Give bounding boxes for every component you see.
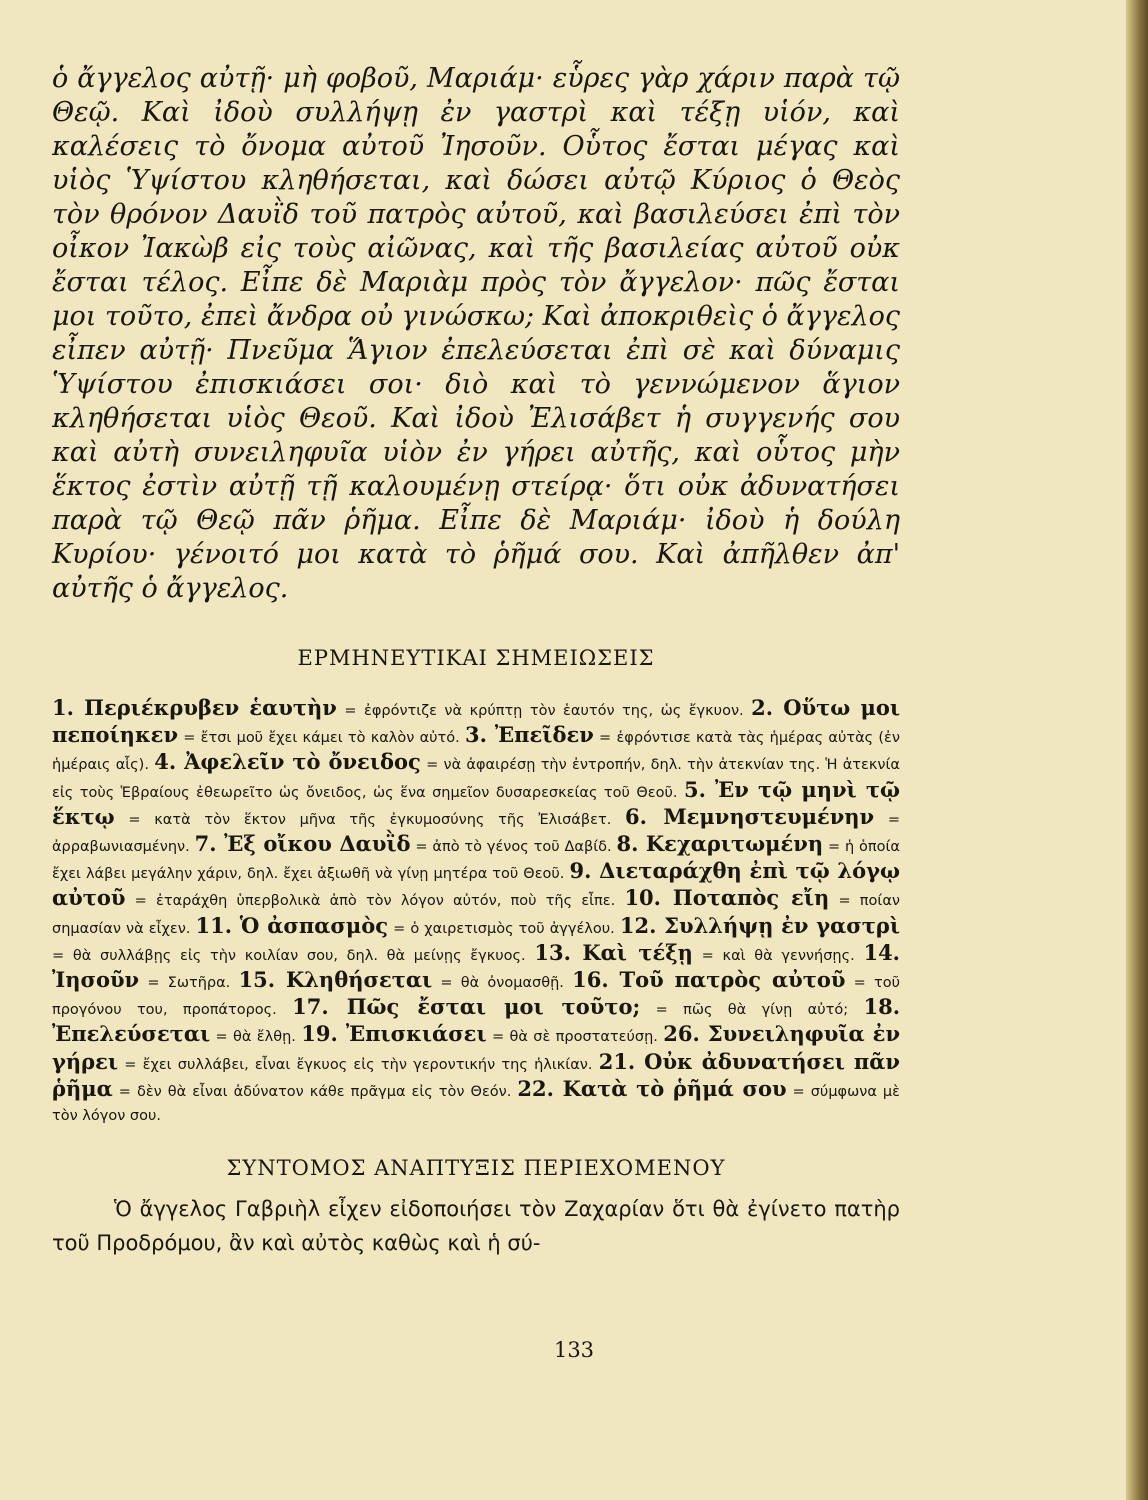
notes-heading: ΕΡΜΗΝΕΥΤΙΚΑΙ ΣΗΜΕΙΩΣΕΙΣ xyxy=(297,646,655,670)
note-term: 10. Ποταπὸς εἴη xyxy=(624,885,830,911)
note-term: 21. Οὐκ ἀδυνατήσει πᾶν ῥῆμα xyxy=(52,1048,900,1101)
summary-paragraph: Ὁ ἄγγελος Γαβριὴλ εἶχεν εἰδοποιήσει τὸν Ζαχαρίαν ὅτι θὰ ἐγίνετο πατὴρ τοῦ Προδρόμου, ἂν καὶ αὐτὸς καθὼς καὶ ἡ σύ- xyxy=(52,1197,900,1256)
note-gloss: = θὰ ἔλθῃ. xyxy=(210,1029,302,1046)
note-term: 19. Ἐπισκιάσει xyxy=(301,1021,487,1047)
note-term: 13. Καὶ τέξῃ xyxy=(534,939,693,965)
note-term: 3. Ἐπεῖδεν xyxy=(465,722,594,748)
note-term: 1. Περιέκρυβεν ἑαυτὴν xyxy=(52,695,337,720)
note-gloss: = ἐφρόντιζε νὰ κρύπτῃ τὸν ἑαυτόν της, ὡς ἔγκυον. xyxy=(336,703,752,719)
note-term: 22. Κατὰ τὸ ῥῆμά σου xyxy=(517,1075,787,1101)
note-gloss: = ἐταράχθη ὑπερβολικὰ ἀπὸ τὸν λόγον αὐτόν, ποὺ τῆς εἶπε. xyxy=(125,893,625,910)
note-gloss: = κατὰ τὸν ἕκτον μῆνα τῆς ἐγκυμοσύνης τῆς Ἐλισάβετ. xyxy=(114,811,626,828)
note-term: 12. Συλλήψῃ ἐν γαστρὶ xyxy=(619,912,900,938)
note-term: 26. Συνειληφυῖα ἐν γήρει xyxy=(52,1021,901,1074)
note-gloss: = καὶ θὰ γεννήσῃς. xyxy=(692,947,864,964)
note-term: 16. Τοῦ πατρὸς αὐτοῦ xyxy=(572,967,846,993)
note-gloss: = ἀπὸ τὸ γένος τοῦ Δαβίδ. xyxy=(410,839,617,856)
note-gloss: = θὰ σὲ προστατεύσῃ. xyxy=(486,1029,664,1046)
note-term: 17. Πῶς ἔσται μοι τοῦτο; xyxy=(292,994,641,1020)
note-term: 2. Οὕτω μοι πεποίηκεν xyxy=(52,695,901,748)
note-gloss: = ἡ ὁποία ἔχει λάβει μεγάλην χάριν, δηλ. ἔχει ἀξιωθῆ νὰ γίνῃ μητέρα τοῦ Θεοῦ. xyxy=(52,839,900,883)
note-gloss: = νὰ ἀφαιρέσῃ τὴν ἐντροπήν, δηλ. τὴν ἀτεκνίαν της. Ἡ ἀτεκνία εἰς τοὺς Ἑβραίους ἐθεωρεῖτο ὡς ὄνειδος, ὡς ἕνα σημεῖον δυσαρεσκείας τοῦ Θεοῦ. xyxy=(52,757,900,801)
note-term: 15. Κληθήσεται xyxy=(238,967,433,993)
note-term: 18. Ἐπελεύσεται xyxy=(52,994,901,1047)
page-edge xyxy=(1126,0,1148,1500)
note-gloss: = σύμφωνα μὲ τὸν λόγον σου. xyxy=(52,1083,900,1125)
note-term: 8. Κεχαριτωμένη xyxy=(616,831,824,857)
note-term: 6. Μεμνηστευμένην xyxy=(625,803,875,829)
note-gloss: = ἐφρόντισε κατὰ τὰς ἡμέρας αὐτὰς (ἐν ἡμέραις αἷς). xyxy=(52,730,900,774)
note-gloss: = θὰ συλλάβῃς εἰς τὴν κοιλίαν σου, δηλ. θὰ μείνῃς ἔγκυος. xyxy=(52,947,535,964)
note-gloss: = ἔχει συλλάβει, εἶναι ἔγκυος εἰς τὴν γεροντικήν της ἡλικίαν. xyxy=(118,1056,599,1073)
note-gloss: = τοῦ προγόνου του, προπάτορος. xyxy=(52,975,901,1019)
note-gloss: = δὲν θὰ εἶναι ἀδύνατον κάθε πρᾶγμα εἰς τὸν Θεόν. xyxy=(112,1083,518,1100)
note-term: 14. Ἰησοῦν xyxy=(52,939,900,993)
note-gloss: = ποίαν σημασίαν νὰ εἶχεν. xyxy=(52,893,900,937)
note-term: 7. Ἐξ οἴκου Δαυῒδ xyxy=(194,831,411,857)
note-gloss: = Σωτῆρα. xyxy=(139,975,239,992)
note-term: 5. Ἐν τῷ μηνὶ τῷ ἕκτῳ xyxy=(52,776,900,829)
scripture-passage: ὁ ἄγγελος αὐτῇ· μὴ φοβοῦ, Μαριάμ· εὗρες γὰρ χάριν παρὰ τῷ Θεῷ. Καὶ ἰδοὺ συλλήψῃ ἐν γαστρὶ καὶ τέξῃ υἱόν, καὶ καλέσεις τὸ ὄνομα αὐτοῦ Ἰησοῦν. Οὗτος ἔσται μέγας καὶ υἱὸς Ὑψίστου κληθήσεται, καὶ δώσει αὐτῷ Κύριος ὁ Θεὸς τὸν θρόνον Δαυῒδ τοῦ πατρὸς αὐτοῦ, καὶ βασιλεύσει ἐπὶ τὸν οἶκον Ἰακὼβ εἰς τοὺς αἰῶνας, καὶ τῆς βασιλείας αὐτοῦ οὐκ ἔσται τέλος. Εἶπε δὲ Μαριὰμ πρὸς τὸν ἄγγελον· πῶς ἔσται μοι τοῦτο, ἐπεὶ ἄνδρα οὐ γινώσκω; Καὶ ἀποκριθεὶς ὁ ἄγγελος εἶπεν αὐτῇ· Πνεῦμα Ἅγιον ἐπελεύσεται ἐπὶ σὲ καὶ δύναμις Ὑψίστου ἐπισκιάσει σοι· διὸ καὶ τὸ γεννώμενον ἅγιον κληθήσεται υἱὸς Θεοῦ. Καὶ ἰδοὺ Ἐλισάβετ ἡ συγγενής σου καὶ αὐτὴ συνειληφυῖα υἱὸν ἐν γήρει αὐτῆς, καὶ οὗτος μὴν ἕκτος ἐστὶν αὐτῇ τῇ καλουμένῃ στείρᾳ· ὅτι οὐκ ἀδυνατήσει παρὰ τῷ Θεῷ πᾶν ῥῆμα. Εἶπε δὲ Μαριάμ· ἰδοὺ ἡ δούλη Κυρίου· γένοιτό μοι κατὰ τὸ ῥῆμά σου. Καὶ ἀπῆλθεν ἀπ' αὐτῆς ὁ ἄγγελος. xyxy=(52,63,900,604)
note-term: 11. Ὁ ἀσπασμὸς xyxy=(195,912,389,938)
note-gloss: = πῶς θὰ γίνῃ αὐτό; xyxy=(640,1002,864,1019)
note-gloss: = ἔτσι μοῦ ἔχει κάμει τὸ καλὸν αὐτό. xyxy=(178,730,466,747)
note-gloss: = ἀρραβωνιασμένην. xyxy=(52,811,901,856)
summary-heading: ΣΥΝΤΟΜΟΣ ΑΝΑΠΤΥΞΙΣ ΠΕΡΙΕΧΟΜΕΝΟΥ xyxy=(226,1156,726,1181)
note-term: 9. Διεταράχθη ἐπὶ τῷ λόγῳ αὐτοῦ xyxy=(52,858,901,911)
explanatory-notes xyxy=(52,696,900,1128)
note-gloss: = θὰ ὀνομασθῇ. xyxy=(432,975,573,992)
text-column xyxy=(52,62,900,1260)
note-term: 4. Ἀφελεῖν τὸ ὄνειδος xyxy=(154,749,421,775)
page-number: 133 xyxy=(553,1338,595,1362)
note-gloss: = ὁ χαιρετισμὸς τοῦ ἀγγέλου. xyxy=(388,920,620,937)
